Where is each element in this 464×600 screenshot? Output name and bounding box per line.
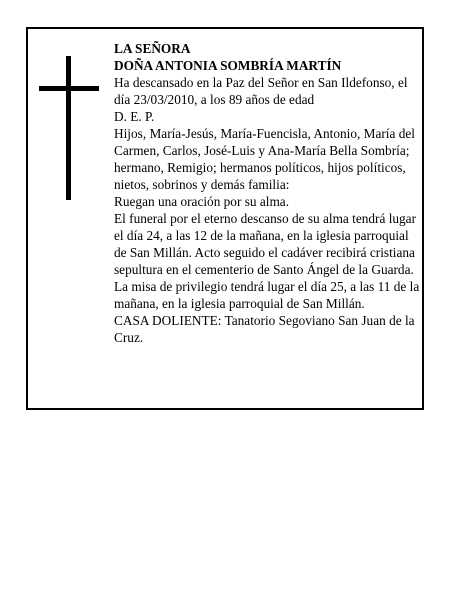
- cross-horizontal-bar: [39, 86, 99, 91]
- rest-announcement: Ha descansado en la Paz del Señor en San Ildefonso, el día 23/03/2010, a los 89 años de edad: [114, 75, 408, 107]
- rip-text: D. E. P.: [114, 109, 155, 124]
- cross-vertical-bar: [66, 56, 71, 200]
- prayer-request: Ruegan una oración por su alma.: [114, 194, 290, 209]
- deceased-name: DOÑA ANTONIA SOMBRÍA MARTÍN: [114, 58, 342, 73]
- mourning-house: CASA DOLIENTE: Tanatorio Segoviano San Juan de la Cruz.: [114, 313, 415, 345]
- latin-cross-icon: [39, 56, 99, 200]
- notice-body: [114, 40, 420, 346]
- notice-title-line1: LA SEÑORA: [114, 41, 191, 56]
- funeral-details: El funeral por el eterno descanso de su alma tendrá lugar el día 24, a las 12 de la mañana, en la iglesia parroquial de San Millán. Acto seguido el cadáver recibirá cristiana sepultura en el cementerio de Santo Ángel de la Guarda. La misa de privilegio tendrá lugar el día 25, a las 11 de la mañana, en la iglesia parroquial de San Millán.: [114, 211, 420, 311]
- family-list: Hijos, María-Jesús, María-Fuencisla, Antonio, María del Carmen, Carlos, José-Luis y Ana-María Bella Sombría; hermano, Remigio; hermanos políticos, hijos políticos, nietos, sobrinos y demás familia:: [114, 126, 415, 192]
- obituary-notice: [26, 27, 424, 410]
